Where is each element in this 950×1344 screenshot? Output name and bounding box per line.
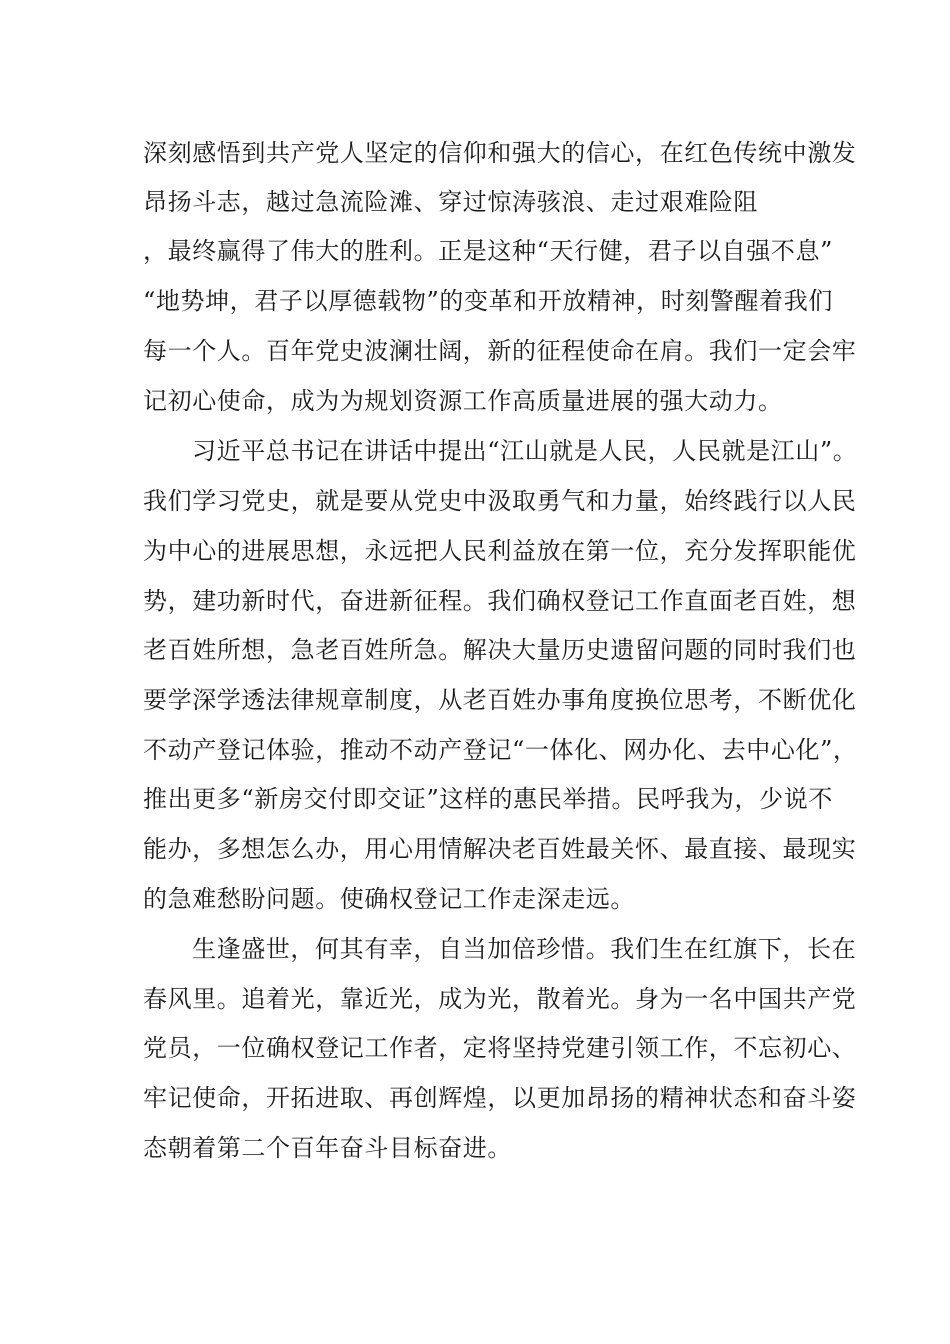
text-line: 春风里。追着光，靠近光，成为光，散着光。身为一名中国共产党 <box>143 985 857 1013</box>
text-line: 势，建功新时代，奋进新征程。我们确权登记工作直面老百姓，想 <box>143 587 857 615</box>
text-line: 每一个人。百年党史波澜壮阔，新的征程使命在肩。我们一定会牢 <box>143 337 857 365</box>
text-line: 记初心使命，成为为规划资源工作高质量进展的强大动力。 <box>143 387 783 415</box>
text-line: 党员，一位确权登记工作者，定将坚持党建引领工作，不忘初心、 <box>143 1034 857 1062</box>
text-line: 的急难愁盼问题。使确权登记工作走深走远。 <box>143 885 635 913</box>
text-line: 能办，多想怎么办，用心用情解决老百姓最关怀、最直接、最现实 <box>143 835 857 863</box>
text-line: 不动产登记体验，推动不动产登记“一体化、网办化、去中心化”， <box>143 736 858 764</box>
text-line: 推出更多“新房交付即交证”这样的惠民举措。民呼我为，少说不 <box>143 785 833 813</box>
text-line: 我们学习党史，就是要从党史中汲取勇气和力量，始终践行以人民 <box>143 487 857 515</box>
text-line: 昂扬斗志，越过急流险滩、穿过惊涛骇浪、走过艰难险阻 <box>143 188 758 216</box>
text-line: “地势坤，君子以厚德载物”的变革和开放精神，时刻警醒着我们 <box>143 287 833 315</box>
text-line: 态朝着第二个百年奋斗目标奋进。 <box>143 1134 512 1162</box>
text-line: ，最终赢得了伟大的胜利。正是这种“天行健，君子以自强不息” <box>143 237 833 265</box>
text-line: 要学深学透法律规章制度，从老百姓办事角度换位思考，不断优化 <box>143 686 857 714</box>
text-line: 为中心的进展思想，永远把人民利益放在第一位，充分发挥职能优 <box>143 537 857 565</box>
text-line: 老百姓所想，急老百姓所急。解决大量历史遗留问题的同时我们也 <box>143 636 857 664</box>
paragraph-first-line: 习近平总书记在讲话中提出“江山就是人民，人民就是江山”。 <box>192 437 858 465</box>
text-line: 牢记使命，开拓进取、再创辉煌，以更加昂扬的精神状态和奋斗姿 <box>143 1084 857 1112</box>
text-line: 深刻感悟到共产党人坚定的信仰和强大的信心，在红色传统中激发 <box>143 139 857 167</box>
paragraph-first-line: 生逢盛世，何其有幸，自当加倍珍惜。我们生在红旗下，长在 <box>192 935 857 963</box>
